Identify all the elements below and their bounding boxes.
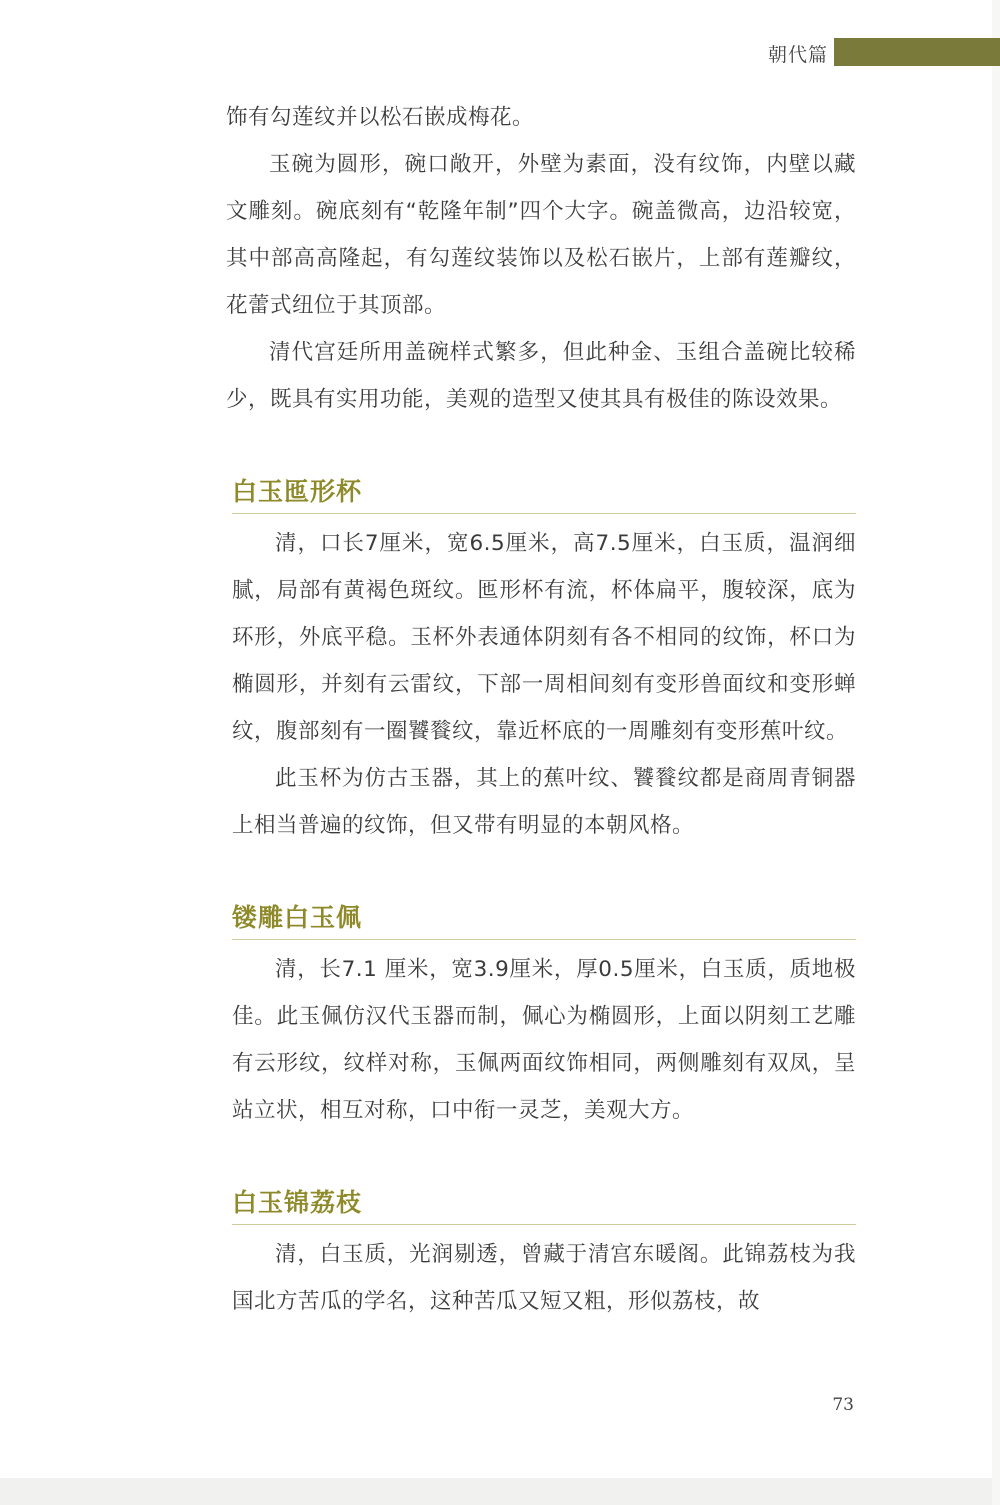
section-paragraph: 此玉杯为仿古玉器，其上的蕉叶纹、饕餮纹都是商周青铜器上相当普遍的纹饰，但又带有明显的本朝风格。 [232, 766, 856, 838]
page-number: 73 [832, 1395, 854, 1415]
page-bottom-edge [0, 1478, 1000, 1505]
section-title-white-jade-yi-cup: 白玉匜形杯 [232, 475, 856, 514]
section-paragraph: 清，白玉质，光润剔透，曾藏于清宫东暖阁。此锦荔枝为我国北方苦瓜的学名，这种苦瓜又短又粗，形似荔枝，故 [232, 1242, 856, 1314]
section-body-white-jade-yi-cup [226, 520, 856, 849]
section-paragraph: 清，口长7厘米，宽6.5厘米，高7.5厘米，白玉质，温润细腻，局部有黄褐色斑纹。匜形杯有流，杯体扁平，腹较深，底为环形，外底平稳。玉杯外表通体阴刻有各不相同的纹饰，杯口为椭圆形，并刻有云雷纹，下部一周相间刻有变形兽面纹和变形蝉纹，腹部刻有一圈饕餮纹，靠近杯底的一周雕刻有变形蕉叶纹。 [232, 531, 856, 744]
page-content [226, 94, 856, 1325]
header-color-bar [834, 38, 1000, 66]
intro-paragraph: 清代宫廷所用盖碗样式繁多，但此种金、玉组合盖碗比较稀少，既具有实用功能，美观的造型又使其具有极佳的陈设效果。 [226, 340, 856, 412]
section-title-white-jade-bitter-melon: 白玉锦荔枝 [232, 1186, 856, 1225]
chapter-label: 朝代篇 [767, 44, 828, 66]
section-title-openwork-jade-pendant: 镂雕白玉佩 [232, 901, 856, 940]
section-body-white-jade-bitter-melon [226, 1231, 856, 1325]
section-paragraph: 清，长7.1 厘米，宽3.9厘米，厚0.5厘米，白玉质，质地极佳。此玉佩仿汉代玉器而制，佩心为椭圆形，上面以阴刻工艺雕有云形纹，纹样对称，玉佩两面纹饰相同，两侧雕刻有双凤，呈站立状，相互对称，口中衔一灵芝，美观大方。 [232, 957, 856, 1123]
section-body-openwork-jade-pendant [226, 946, 856, 1134]
page-right-edge [992, 0, 1000, 1505]
intro-paragraph: 玉碗为圆形，碗口敞开，外壁为素面，没有纹饰，内壁以藏文雕刻。碗底刻有“乾隆年制”四个大字。碗盖微高，边沿较宽，其中部高高隆起，有勾莲纹装饰以及松石嵌片，上部有莲瓣纹，花蕾式纽位于其顶部。 [226, 152, 856, 318]
running-header [0, 36, 1000, 70]
intro-paragraph-continued: 饰有勾莲纹并以松石嵌成梅花。 [226, 105, 535, 130]
